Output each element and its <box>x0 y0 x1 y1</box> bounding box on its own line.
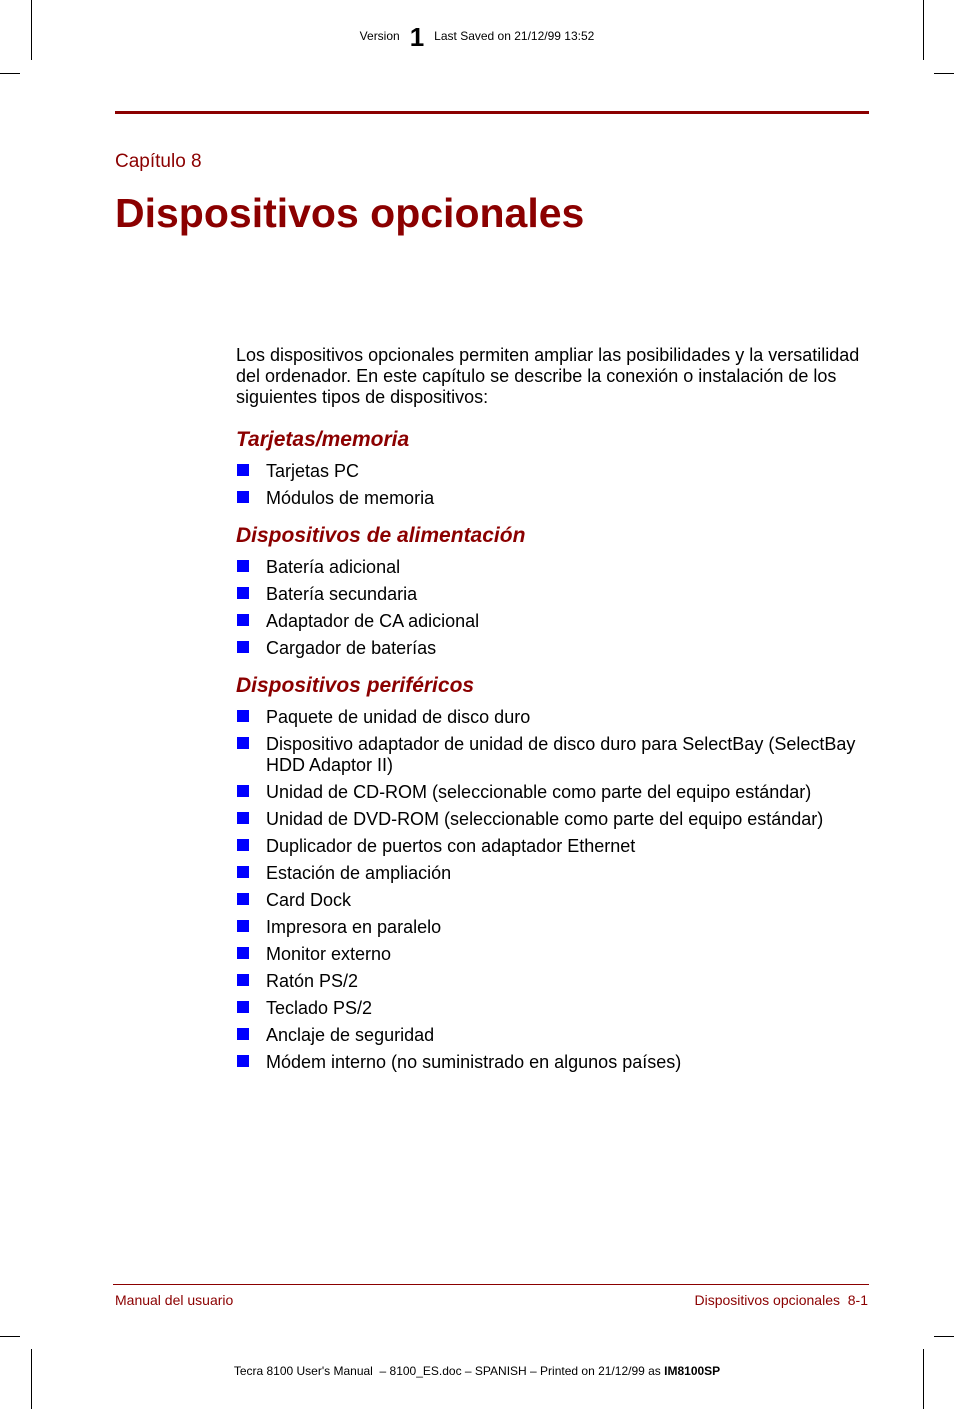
section-peripheral-devices <box>236 674 876 1073</box>
section-heading: Dispositivos periféricos <box>236 674 475 697</box>
intro-paragraph: Los dispositivos opcionales permiten ampliar las posibilidades y la versatilidad del ordenador. En este capítulo se describe la conexión o instalación de los siguientes tipos de dispositivos: <box>236 345 860 407</box>
square-bullet-icon <box>237 641 249 653</box>
last-saved: Last Saved on 21/12/99 13:52 <box>434 29 595 43</box>
square-bullet-icon <box>237 614 249 626</box>
square-bullet-icon <box>237 947 249 959</box>
list-item-text: Módulos de memoria <box>266 488 435 508</box>
list-item <box>236 917 876 938</box>
list-item <box>236 1052 876 1073</box>
square-bullet-icon <box>237 785 249 797</box>
list-item <box>236 638 876 659</box>
footer-page-number: Dispositivos opcionales 8-1 <box>694 1292 868 1308</box>
list-item-text: Dispositivo adaptador de unidad de disco duro para SelectBay (SelectBay HDD Adaptor II) <box>266 734 856 775</box>
page-title: Dispositivos opcionales <box>115 190 585 236</box>
list-item <box>236 809 876 830</box>
square-bullet-icon <box>237 560 249 572</box>
list-item <box>236 971 876 992</box>
square-bullet-icon <box>237 974 249 986</box>
list-item-text: Ratón PS/2 <box>266 971 359 991</box>
list-item <box>236 584 876 605</box>
footer-rule <box>113 1284 869 1285</box>
main-content <box>236 345 876 1088</box>
bullet-list <box>236 707 876 1073</box>
list-item <box>236 611 876 632</box>
footer-manual-title: Manual del usuario <box>115 1292 234 1308</box>
print-info-code: IM8100SP <box>664 1364 721 1378</box>
list-item-text: Impresora en paralelo <box>266 917 442 937</box>
list-item-text: Adaptador de CA adicional <box>266 611 480 631</box>
section-cards-memory <box>236 428 876 509</box>
header-rule <box>115 111 869 114</box>
section-heading: Dispositivos de alimentación <box>236 524 526 547</box>
list-item-text: Unidad de CD-ROM (seleccionable como parte del equipo estándar) <box>266 782 812 802</box>
list-item-text: Estación de ampliación <box>266 863 452 883</box>
version-label: Version <box>359 29 400 43</box>
square-bullet-icon <box>237 1055 249 1067</box>
section-heading: Tarjetas/memoria <box>236 428 410 451</box>
list-item-text: Batería secundaria <box>266 584 418 604</box>
crop-mark <box>31 1349 32 1409</box>
list-item-text: Cargador de baterías <box>266 638 437 658</box>
list-item-text: Paquete de unidad de disco duro <box>266 707 531 727</box>
list-item <box>236 488 876 509</box>
version-number: 1 <box>409 22 425 52</box>
chapter-label: Capítulo 8 <box>115 151 202 172</box>
print-info <box>0 1364 954 1378</box>
section-power-devices <box>236 524 876 659</box>
square-bullet-icon <box>237 710 249 722</box>
print-info-text: Tecra 8100 User's Manual – 8100_ES.doc – SPANISH – Printed on 21/12/99 as <box>233 1364 665 1378</box>
crop-mark <box>0 73 20 74</box>
list-item <box>236 998 876 1019</box>
crop-mark <box>0 1336 20 1337</box>
crop-mark <box>934 1336 954 1337</box>
square-bullet-icon <box>237 920 249 932</box>
square-bullet-icon <box>237 812 249 824</box>
list-item-text: Teclado PS/2 <box>266 998 373 1018</box>
square-bullet-icon <box>237 587 249 599</box>
list-item <box>236 734 876 776</box>
square-bullet-icon <box>237 1028 249 1040</box>
list-item <box>236 944 876 965</box>
bullet-list <box>236 557 876 659</box>
square-bullet-icon <box>237 491 249 503</box>
list-item <box>236 461 876 482</box>
list-item <box>236 707 876 728</box>
version-stamp <box>0 18 954 52</box>
list-item-text: Batería adicional <box>266 557 401 577</box>
square-bullet-icon <box>237 737 249 749</box>
square-bullet-icon <box>237 866 249 878</box>
list-item-text: Card Dock <box>266 890 352 910</box>
list-item <box>236 557 876 578</box>
list-item-text: Monitor externo <box>266 944 392 964</box>
list-item <box>236 890 876 911</box>
crop-mark <box>934 73 954 74</box>
list-item-text: Tarjetas PC <box>266 461 360 481</box>
list-item-text: Unidad de DVD-ROM (seleccionable como parte del equipo estándar) <box>266 809 824 829</box>
square-bullet-icon <box>237 464 249 476</box>
square-bullet-icon <box>237 839 249 851</box>
list-item <box>236 782 876 803</box>
list-item <box>236 1025 876 1046</box>
crop-mark <box>923 1349 924 1409</box>
list-item-text: Anclaje de seguridad <box>266 1025 435 1045</box>
square-bullet-icon <box>237 893 249 905</box>
list-item-text: Módem interno (no suministrado en algunos países) <box>266 1052 682 1072</box>
list-item <box>236 836 876 857</box>
bullet-list <box>236 461 876 509</box>
square-bullet-icon <box>237 1001 249 1013</box>
list-item-text: Duplicador de puertos con adaptador Ethernet <box>266 836 636 856</box>
list-item <box>236 863 876 884</box>
